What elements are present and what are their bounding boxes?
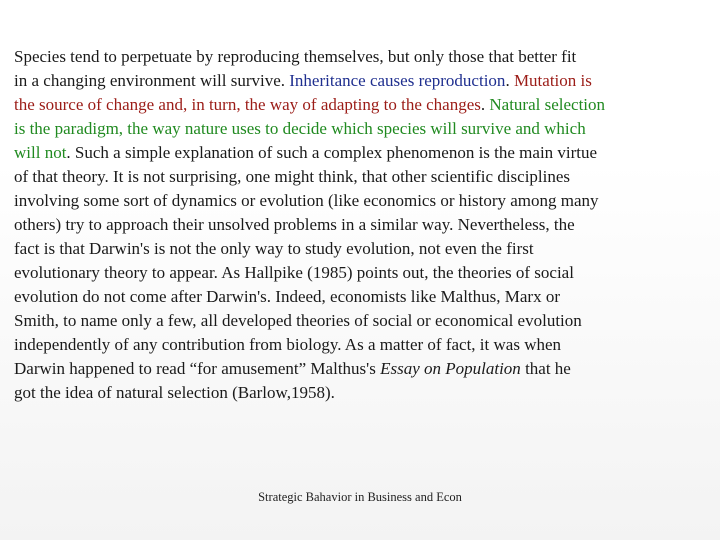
text-period-2: . xyxy=(480,95,490,114)
text-inheritance: Inheritance causes reproduction xyxy=(289,71,506,90)
text-period-1: . xyxy=(505,71,514,90)
text-natural-selection: Natural selection is the paradigm, the way nature uses to decide which species will survive and which will not xyxy=(14,95,606,162)
text-main: . Such a simple explanation of such a complex phenomenon is the main virtue of that theory. It is not surprising, one might think, that other scientific disciplines involving some sort of dynamics or evolution (like economics or history among many others) try to approach their unsolved problems in a similar way. Nevertheless, the fact is that Darwin's is not the only way to study evolution, not even the first evolutionary theory to appear. As Hallpike (1985) points out, the theories of social evolution do not come after Darwin's. Indeed, economists like Malthus, Marx or Smith, to name only a few, all developed theories of social or economical evolution independently of any contribution from biology. As a matter of fact, it was when Darwin happened to read “for amusement” Malthus's xyxy=(14,143,599,378)
body-paragraph xyxy=(14,45,714,405)
slide-footer: Strategic Bahavior in Business and Econ xyxy=(258,490,462,504)
text-conclusion: that he got the idea of natural selection (Barlow,1958). xyxy=(14,359,571,402)
text-intro: Species tend to perpetuate by reproducing themselves, but only those that better fit in a changing environment will survive. xyxy=(14,47,577,90)
text-mutation: Mutation is the source of change and, in turn, the way of adapting to the changes xyxy=(14,71,592,114)
text-book-title: Essay on Population xyxy=(380,359,521,378)
